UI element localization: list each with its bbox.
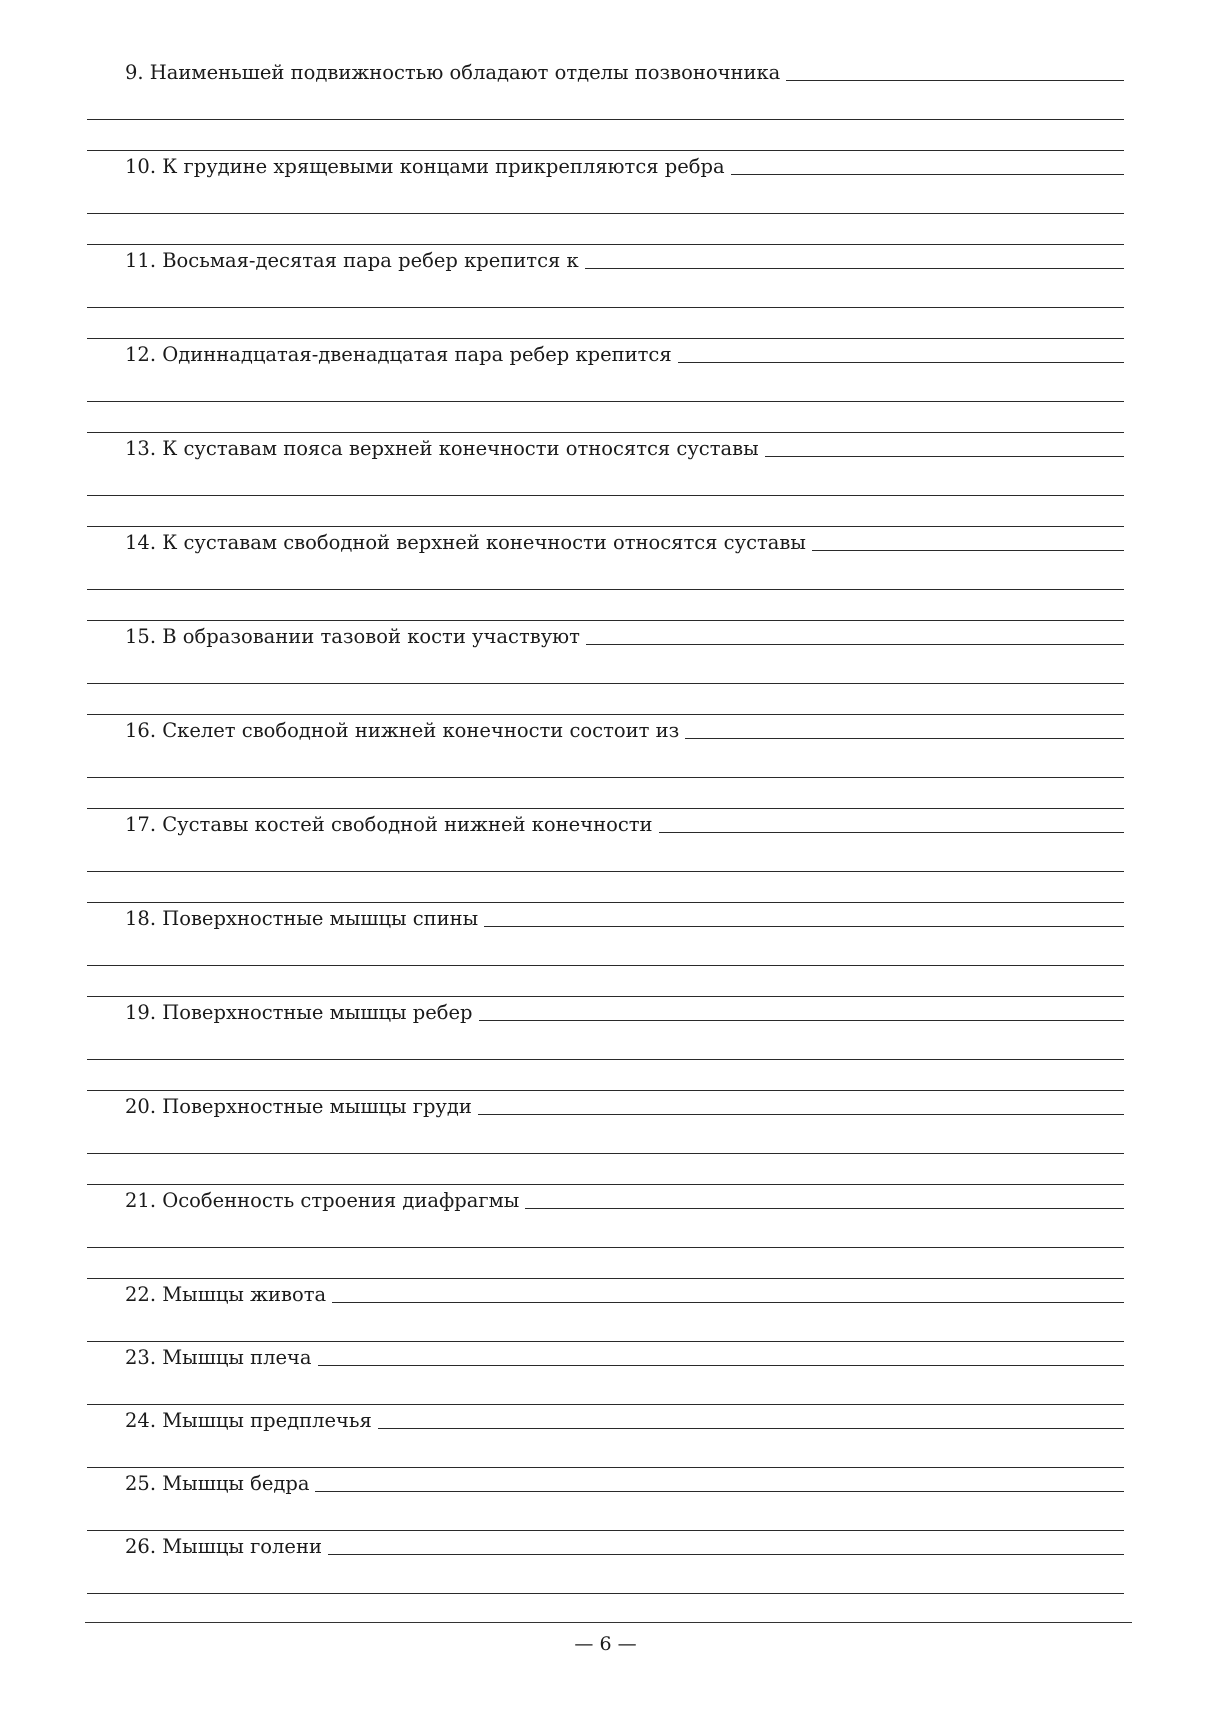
answer-line[interactable] bbox=[87, 1341, 1124, 1342]
question-text: 23. Мышцы плеча bbox=[125, 1346, 312, 1369]
answer-line[interactable] bbox=[87, 1247, 1124, 1248]
answer-blank[interactable] bbox=[685, 738, 1124, 739]
answer-blank[interactable] bbox=[318, 1365, 1124, 1366]
answer-line[interactable] bbox=[87, 495, 1124, 496]
question-text: 10. К грудине хрящевыми концами прикрепляются ребра bbox=[125, 155, 725, 178]
question-20 bbox=[87, 1095, 1124, 1119]
answer-blank[interactable] bbox=[586, 644, 1124, 645]
answer-blank[interactable] bbox=[315, 1491, 1124, 1492]
answer-line[interactable] bbox=[87, 526, 1124, 527]
answer-line[interactable] bbox=[87, 1593, 1124, 1594]
answer-line[interactable] bbox=[87, 871, 1124, 872]
question-text: 26. Мышцы голени bbox=[125, 1535, 322, 1558]
answer-line[interactable] bbox=[87, 1278, 1124, 1279]
question-text: 20. Поверхностные мышцы груди bbox=[125, 1095, 472, 1118]
answer-blank[interactable] bbox=[786, 80, 1124, 81]
question-text: 18. Поверхностные мышцы спины bbox=[125, 907, 479, 930]
question-text: 12. Одиннадцатая-двенадцатая пара ребер крепится bbox=[125, 343, 672, 366]
answer-line[interactable] bbox=[87, 808, 1124, 809]
question-17 bbox=[87, 813, 1124, 837]
question-11 bbox=[87, 249, 1124, 273]
footer-divider bbox=[85, 1622, 1132, 1623]
answer-line[interactable] bbox=[87, 1153, 1124, 1154]
answer-line[interactable] bbox=[87, 150, 1124, 151]
answer-line[interactable] bbox=[87, 683, 1124, 684]
question-25 bbox=[87, 1472, 1124, 1496]
question-15 bbox=[87, 625, 1124, 649]
answer-blank[interactable] bbox=[478, 1114, 1124, 1115]
answer-line[interactable] bbox=[87, 307, 1124, 308]
question-13 bbox=[87, 437, 1124, 461]
answer-line[interactable] bbox=[87, 338, 1124, 339]
question-16 bbox=[87, 719, 1124, 743]
answer-blank[interactable] bbox=[525, 1208, 1124, 1209]
answer-line[interactable] bbox=[87, 589, 1124, 590]
answer-blank[interactable] bbox=[479, 1020, 1124, 1021]
answer-line[interactable] bbox=[87, 401, 1124, 402]
question-21 bbox=[87, 1189, 1124, 1213]
answer-line[interactable] bbox=[87, 714, 1124, 715]
answer-line[interactable] bbox=[87, 119, 1124, 120]
answer-line[interactable] bbox=[87, 1467, 1124, 1468]
answer-line[interactable] bbox=[87, 902, 1124, 903]
answer-line[interactable] bbox=[87, 244, 1124, 245]
answer-line[interactable] bbox=[87, 777, 1124, 778]
question-text: 14. К суставам свободной верхней конечности относятся суставы bbox=[125, 531, 806, 554]
answer-blank[interactable] bbox=[812, 550, 1124, 551]
answer-line[interactable] bbox=[87, 213, 1124, 214]
question-text: 11. Восьмая-десятая пара ребер крепится к bbox=[125, 249, 579, 272]
answer-blank[interactable] bbox=[484, 926, 1124, 927]
answer-line[interactable] bbox=[87, 1530, 1124, 1531]
question-23 bbox=[87, 1346, 1124, 1370]
answer-line[interactable] bbox=[87, 1404, 1124, 1405]
question-text: 24. Мышцы предплечья bbox=[125, 1409, 372, 1432]
question-text: 16. Скелет свободной нижней конечности состоит из bbox=[125, 719, 680, 742]
question-text: 25. Мышцы бедра bbox=[125, 1472, 310, 1495]
answer-line[interactable] bbox=[87, 432, 1124, 433]
answer-line[interactable] bbox=[87, 1059, 1124, 1060]
answer-blank[interactable] bbox=[332, 1302, 1124, 1303]
question-24 bbox=[87, 1409, 1124, 1433]
question-text: 9. Наименьшей подвижностью обладают отделы позвоночника bbox=[125, 61, 781, 84]
answer-blank[interactable] bbox=[585, 268, 1124, 269]
answer-blank[interactable] bbox=[328, 1554, 1124, 1555]
answer-line[interactable] bbox=[87, 1184, 1124, 1185]
question-9 bbox=[87, 61, 1124, 85]
answer-line[interactable] bbox=[87, 1090, 1124, 1091]
answer-blank[interactable] bbox=[765, 456, 1124, 457]
answer-blank[interactable] bbox=[731, 174, 1124, 175]
answer-line[interactable] bbox=[87, 996, 1124, 997]
question-text: 15. В образовании тазовой кости участвуют bbox=[125, 625, 580, 648]
question-text: 13. К суставам пояса верхней конечности относятся суставы bbox=[125, 437, 759, 460]
question-text: 17. Суставы костей свободной нижней конечности bbox=[125, 813, 653, 836]
answer-line[interactable] bbox=[87, 965, 1124, 966]
question-19 bbox=[87, 1001, 1124, 1025]
question-12 bbox=[87, 343, 1124, 367]
question-10 bbox=[87, 155, 1124, 179]
question-26 bbox=[87, 1535, 1124, 1559]
question-text: 22. Мышцы живота bbox=[125, 1283, 327, 1306]
question-18 bbox=[87, 907, 1124, 931]
answer-blank[interactable] bbox=[378, 1428, 1124, 1429]
question-22 bbox=[87, 1283, 1124, 1307]
page-number: — 6 — bbox=[574, 1633, 637, 1655]
answer-blank[interactable] bbox=[659, 832, 1124, 833]
question-text: 19. Поверхностные мышцы ребер bbox=[125, 1001, 473, 1024]
question-text: 21. Особенность строения диафрагмы bbox=[125, 1189, 520, 1212]
answer-line[interactable] bbox=[87, 620, 1124, 621]
question-14 bbox=[87, 531, 1124, 555]
answer-blank[interactable] bbox=[678, 362, 1124, 363]
